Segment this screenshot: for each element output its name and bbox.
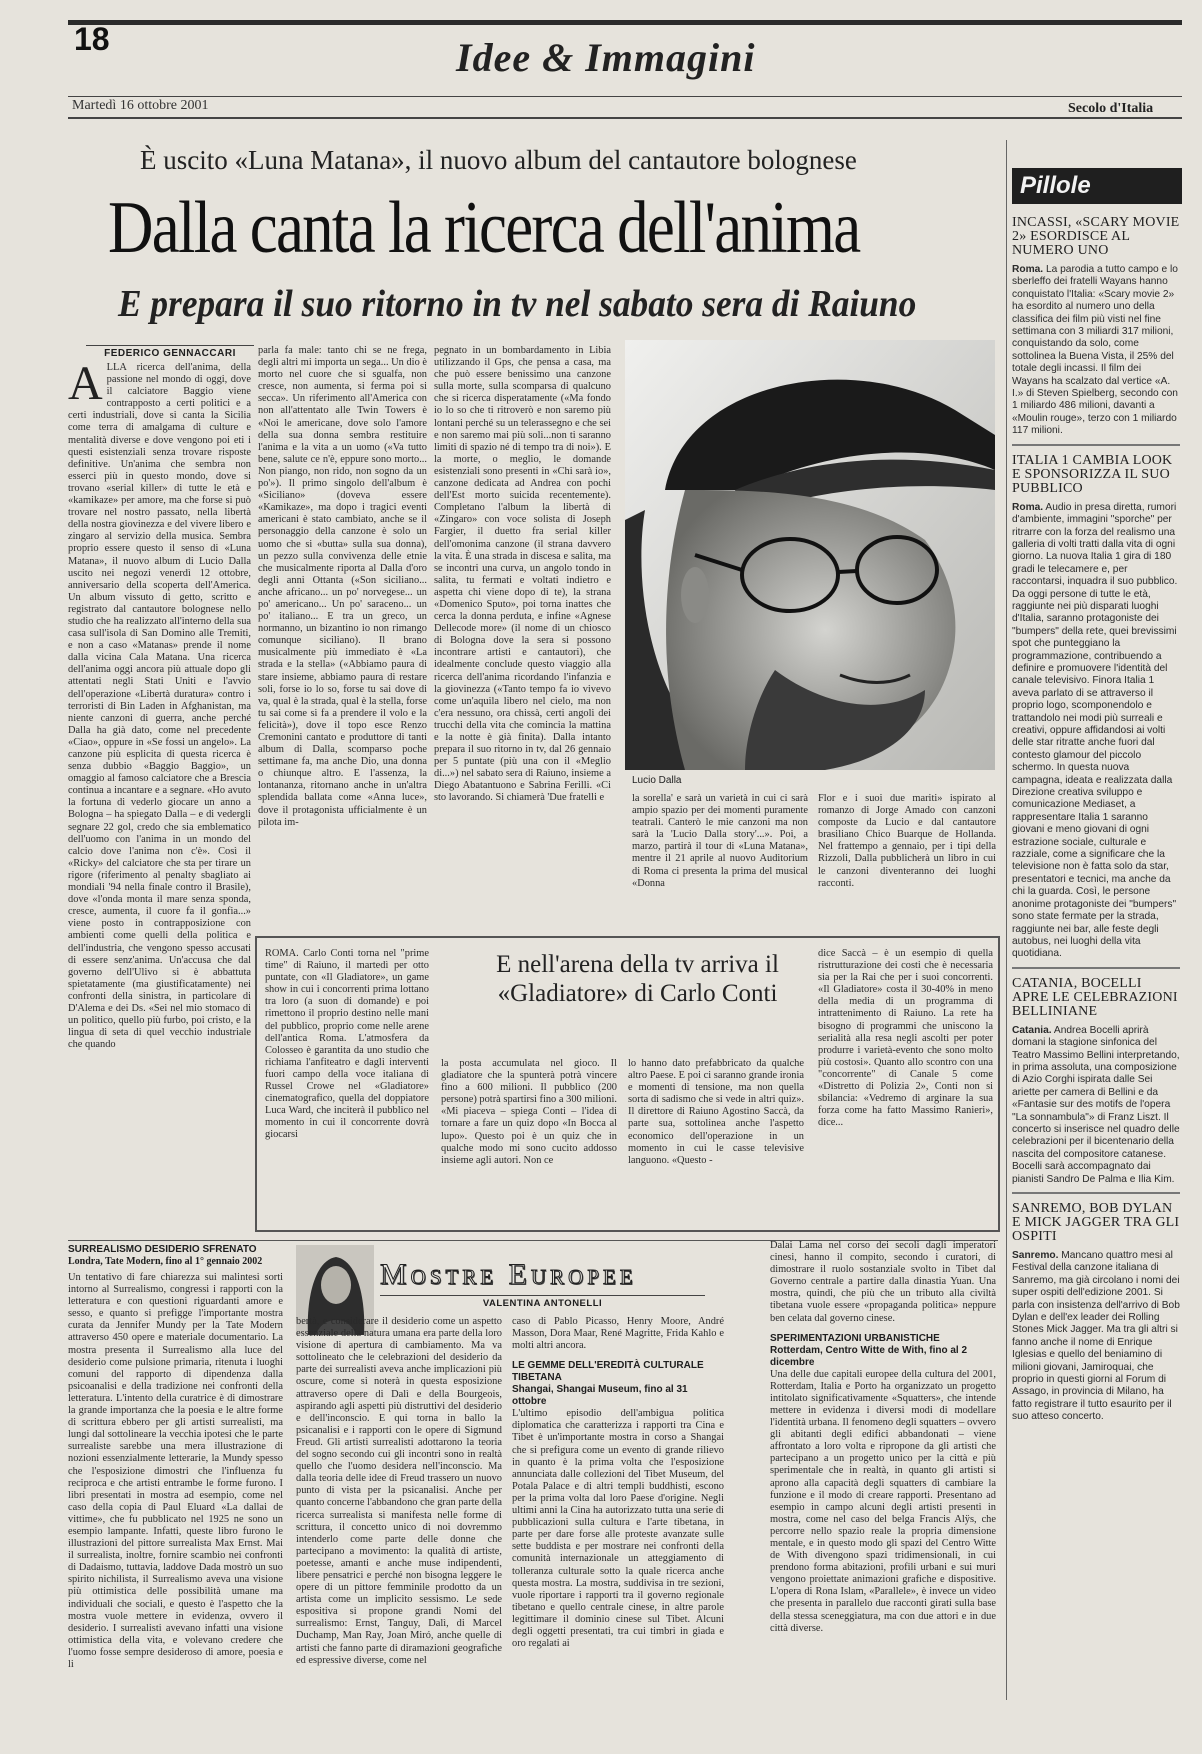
mostre-column-2 bbox=[296, 1316, 502, 1716]
gladiatore-col2-text: la posta accumulata nel gioco. Il gladiatore che la spunterà potrà vincere fino a 600 milioni. Il pubblico (200 persone) potrà spartirsi fino a 300 milioni. «Mi piaceva – spiega Conti – l'idea di tornare a fare un quiz dopo «In Bocca al lupo». Questo poi è un quiz che in qualche modo mi sono cucito addosso insieme agli autori. Non ce bbox=[441, 1058, 617, 1166]
sidebar-item-place: Sanremo. bbox=[1012, 1250, 1059, 1261]
gladiatore-col4-text: dice Saccà – è un esempio di quella ristrutturazione dei costi che è necessaria sia per la Rai che per i suoi concorrenti. «Il Gladiatore» costa il 30-40% in meno della media di un programma di intrattenimento di Raiuno. La rete ha bisogno di programmi che uniscono la serialità alla resa negli ascolti per poter produrre i varietà-evento che sono molto più costosi». Quanto allo scontro con una "concorrente" di Canale 5 come «Distretto di Polizia 2», Conti non si sbilancia: «Vedremo di arginare la sua forza come ha fatto Massimo Ranieri», dice... bbox=[818, 948, 993, 1129]
article-column-2 bbox=[258, 345, 427, 945]
mostre-head-3-title: SPERIMENTAZIONI URBANISTICHE bbox=[770, 1332, 940, 1344]
header-rule-bottom bbox=[68, 117, 1182, 119]
sidebar-item-sanremo bbox=[1012, 1202, 1180, 1430]
issue-date: Martedì 16 ottobre 2001 bbox=[72, 98, 209, 113]
sidebar-item-text bbox=[1012, 1025, 1180, 1186]
sidebar-item-place: Catania. bbox=[1012, 1024, 1052, 1036]
mostre-col3-text: caso di Pablo Picasso, Henry Moore, André Masson, Dora Maar, René Magritte, Frida Kahlo e molti altri ancora. bbox=[512, 1316, 724, 1352]
gladiatore-column-1 bbox=[265, 948, 429, 1228]
lucio-dalla-photo bbox=[625, 340, 995, 770]
sidebar-item-body: Andrea Bocelli aprirà domani la stagione sinfonica del Teatro Massimo Bellini interpretando, in prima assoluta, una composizione di Azio Corghi ispirata dalle Sei ariette per camera di Bellini e da «Fantasie sur des motifs de l'opera "La sonnambula"» di Franz Liszt. Il concerto si inserisce nel quadro delle celebrazioni per il bicentenario della nascita del compositore catanese. Bocelli sarà accompagnato dai pianisti Sandro De Palma e Ilia Kim. bbox=[1012, 1024, 1180, 1185]
mostre-head-1 bbox=[68, 1244, 283, 1268]
gladiatore-column-3 bbox=[628, 1058, 804, 1228]
sidebar-item-bocelli bbox=[1012, 977, 1180, 1194]
mostre-column-3 bbox=[512, 1316, 724, 1716]
article-headline: Dalla canta la ricerca dell'anima bbox=[108, 187, 860, 269]
sidebar-item-place: Roma. bbox=[1012, 264, 1044, 275]
mostre-byline: VALENTINA ANTONELLI bbox=[482, 1298, 603, 1309]
sidebar-rule bbox=[1006, 140, 1007, 1700]
mostre-col4b-text: Una delle due capitali europee della cultura del 2001, Rotterdam, Italia e Porto ha organizzato un progetto intitolato significativamente «Squatters», che intende mettere in evidenza i diversi modi di modellare l'identità urbana. Il fenomeno degli squatters – ovvero gli abitanti degli edifici abbandonati – viene affrontato a loro volta e ripropone da gli artisti che partecipano a un progetto unico per la città e più sperimentale che in realtà, in quanto gli artisti si aprono alla capacità degli squatters di cambiare la funzione e il modo di creare rapporti. Presentano ad esempio in campo alcuni degli artisti presenti in mostra, come nel caso del belga Francis Alÿs, che percorre nello spazio reale la propria dimensione mentale, e in questo modo gli spazi del Centro Witte de With divengono spazi tridimensionali, in cui prendono forma abitazioni, profili urbani e sui muri vengono proiettate animazioni grafiche e dispositive. L'opera di Rona Islam, «Parallele», è invece un video che presenta in parallelo due racconti girati sulla base della stessa sceneggiatura, ma con due attori e in due città diverse. bbox=[770, 1368, 996, 1634]
gladiatore-column-2 bbox=[441, 1058, 617, 1228]
sidebar-item-text bbox=[1012, 502, 1180, 961]
mostre-head-1-title: SURREALISMO DESIDERIO SFRENATO bbox=[68, 1244, 257, 1255]
gladiatore-headline: E nell'arena della tv arriva il «Gladiatore» di Carlo Conti bbox=[496, 951, 779, 1007]
sidebar-item-text bbox=[1012, 1250, 1180, 1424]
drop-cap: A bbox=[68, 357, 103, 410]
mostre-col2-text: bertà, e considerare il desiderio come un aspetto essenziale della natura umana era parte della loro visione di apertura di cambiamento. Ma va sottolineato che le celebrazioni del desiderio da parte dei surrealisti aveva anche implicazioni più oscure, come si noterà in questa esposizione attraverso opere di Dalì e della Bourgeois, aspirando agli aspetti più distruttivi del desiderio e dell'inconscio. E qui torna in ballo la psicanalisi e i rapporti con le opere di Sigmund Freud. Gli artisti surrealisti adottarono la teoria del sogno secondo cui gli incontri sono in realtà quello che l'uomo desidera nell'inconscio. Ma dalla teoria delle idee di Freud trassero un nuovo punto di vista per la psicanalisi. Anche per quanto concerne l'abbandono che gran parte della ricerca surrealista si manifesta nelle forme di scrittura, il concetto unico di noi dovremmo intenderlo come parte delle donne che partecipano a movimento: la qualità di artiste, poetesse, amanti e anche muse indipendenti, libere pensatrici e perché non bisogna leggere le opere di un pittore femminile prodotto da un artista come un implicito sessismo. Le sede espositiva si propone grandi Nomi del surrealismo: Ernst, Tanguy, Dalì, di Marcel Duchamp, Man Ray, Joan Miró, anche quelle di artisti che fanno parte di diramazioni geografiche ed espressive diverse, come nel bbox=[296, 1316, 502, 1666]
sidebar-item-headline: CATANIA, BOCELLI APRE LE CELEBRAZIONI BELLINIANE bbox=[1012, 975, 1178, 1019]
photo-caption: Lucio Dalla bbox=[632, 775, 682, 786]
article-col3-text: pegnato in un bombardamento in Libia utilizzando il Gps, che pensa a casa, ma che può essere benissimo una canzone sulla morte, sulla scomparsa di qualcuno che si ricerca disperatamente («Ma fondo io lo so che ti ritroverò e non saremo più lontani perché su un telerassegno e che sei e non saremo mai più soli...non ti saranno limiti di spazio né di tempo tra di noi»). E la morte, o meglio, le domande esistenziali sono presenti in «Chi sarà io», canzone dedicata ad Andrea con pochi dell'Est morto suicida recentemente). Completano l'album la libertà di «Zingaro» con voce solista di Joseph Fargier, il duetto fra serial killer dell'omonima canzone (il strana davvero la vita. È una strada in discesa e salita, ma se incontri una curva, un angolo tondo in salita, tu fermati e voltati indietro e aspetta chi viene dopo di te), la strana «Domenico Sputo», poi torna inattes che cerca la donna perduta, e infine «Agnese Dellecode more» (il nome di un chiosco di Bologna dove la sera si possono incontrare artisti e cantautori), che idealmente conclude questo viaggio alla ricerca dell'anima ricordando l'infanzia e la giovinezza («Tanto tempo fa io vivevo come un'aquila libero nel cielo, ma non c'era nessuno, ora chissà, certi angoli dei trucchi della vita che comincia la mattina e la notte è già finita). Dalla intanto prepara il suo ritorno in tv, dal 26 gennaio per 5 puntate (più una con il «Meglio di...») nel sabato sera di Raiuno, insieme a Diego Abatantuono e Sabrina Ferilli. «Ci sto lavorando. Si chiamerà 'Due fratelli e bbox=[434, 345, 611, 804]
article-column-5 bbox=[818, 793, 996, 943]
article-col1-text: LLA ricerca dell'anima, della passione nel mondo di oggi, dove il calciatore Baggio viene contrapposto a certi politici e a certi industriali, dove si canta la Sicilia come terra di amalgama di culture e mentalità diverse e dove vengono poi eti i questi esistenziali senza trovare risposte definitive. Un'anima che sembra non esserci più in questo mondo, dove si trovano «serial killer» di tutte le età e «kamikaze» per amore, ma che forse si può trovare nel nostro passato, nella libertà della nostra giovinezza e del vivere libero e zingaro al servizio della musica. Sembra proprio essere questo il senso di «Luna Matana», il nuovo album di Lucio Dalla uscito nei negozi venerdì 12 ottobre, anniversario della scoperta dell'America. Un album vissuto di getto, scritto e registrato dal cantautore bolognese nello studio che ha realizzato all'interno della sua casa sull'isola di San Domino alle Tremiti, e non a caso «Matanas» prende il nome dalla vicina Cala Matana. Una ricerca dell'anima oggi ancora più attuale dopo gli attentati negli Stati Uniti e l'avvio dell'operazione «Libertà duratura» contro i terroristi di Bin Laden in Afghanistan, ma niente canzoni di guerra, anche perché Dalla ha già dato, come nel precedente «Ciao», oppure in «Se fossi un angelo». La canzone più esplicita di questa ricerca è senza dubbio «Baggio Baggio», un omaggio al famoso calciatore che a Brescia continua a incantare e a segnare. «Ho avuto la fortuna di vederlo giocare un anno a Bologna – ha spiegato Dalla – e di vedergli segnare 22 gol, credo che sia emblematico dell'uomo con l'anima in un mondo del calcio dove l'anima non c'è». Così il «Ricky» del calciatore che sta per tirare un rigore (riferimento al penalty sbagliato ai mondiali '94 nella finale contro il Brasile), dove «l'onda monta il mare senza sponda, cresce, aumenta, il cuore fa il gonfia...» viene posto in contrapposizione con ambienti come quelli della politica e dell'industria, che vengono spesso accusati di essere senz'anima. Un'accusa che dal governo dell'Ulivo si è abbattuta spietatamente (ma giustificatamente) nei confronti della sinistra, in particolare di D'Alema e dei Ds. «Sei nel mio stomaco di un politico, quello più furbo, poi cristo, e la lingua di seta di quel vecchio industriale che quando bbox=[68, 362, 251, 1051]
article-col5-text: Flor e i suoi due mariti» ispirato al romanzo di Jorge Amado con canzoni composte da Lucio e dal cantautore brasiliano Chico Buarque de Hollanda. Nel frattempo a gennaio, per i tipi della Rizzoli, Dalla pubblicherà un libro in cui le canzoni diventeranno dei luoghi racconti. bbox=[818, 793, 996, 889]
article-subheadline: E prepara il suo ritorno in tv nel sabato sera di Raiuno bbox=[118, 283, 917, 325]
mostre-head-2-location: Shangai, Shangai Museum, fino al 31 ottobre bbox=[512, 1384, 688, 1408]
top-rule bbox=[68, 20, 1182, 25]
article-byline: FEDERICO GENNACCARI bbox=[86, 345, 254, 359]
mostre-head-1-location: Londra, Tate Modern, fino al 1° gennaio 2002 bbox=[68, 1256, 263, 1267]
sidebar-item-headline: SANREMO, BOB DYLAN E MICK JAGGER TRA GLI OSPITI bbox=[1012, 1201, 1180, 1244]
sidebar-item-headline: ITALIA 1 CAMBIA LOOK E SPONSORIZZA IL SUO PUBBLICO bbox=[1012, 452, 1173, 496]
page-number: 18 bbox=[74, 21, 110, 57]
article-column-3 bbox=[434, 345, 611, 945]
sidebar-item-headline: INCASSI, «SCARY MOVIE 2» ESORDISCE AL NUMERO UNO bbox=[1012, 215, 1180, 258]
mostre-head-2-title: LE GEMME DELL'EREDITÀ CULTURALE TIBETANA bbox=[512, 1360, 704, 1384]
mostre-banner-rule bbox=[380, 1295, 705, 1296]
mostre-col3b-text: L'ultimo episodio dell'ambigua politica diplomatica che caratterizza i rapporti tra Cina e Tibet è un'importante mostra in corso a Shangai che si prefigura come un evento di grande rilievo in quanto è la prima volta che l'esposizione annunciata dalle collezioni del Tibet Museum, del Potala Palace e di altri templi buddhisti, escono per la prima volta dal loro Paese d'origine. Negli ultimi anni la Cina ha autorizzato tutta una serie di pubblicazioni sulla cultura e l'arte tibetana, in parte per dare forse alle proteste avanzate sulle sette buddista e per mostrare nei confronti della comunità internazionale un atteggiamento di tolleranza culturale sotto la quale ricerca anche questa mostra. La mostra, suddivisa in tre sezioni, vuole riportare i rapporti tra il governo regionale tibetano e quello centrale cinese, in altre parole legittimare il dominio cinese sul Tibet. Alcuni degli oggetti presentati, tra cui timbri in giada e oro regalati ai bbox=[512, 1408, 724, 1650]
sidebar-item-body: Mancano quattro mesi al Festival della canzone italiana di Sanremo, ma già circolano i nomi dei super ospiti dell'edizione 2001. Si parla con insistenza dell'arrivo di Bob Dylan e dell'ex leader dei Rolling Stones Mick Jagger. Ma tra gli altri si fanno anche il nome di Enrique Iglesias e quello del beniamino di milioni giovani, Jamiroquai, che proprio in questi giorni al Forum di Assago, in provincia di Milano, ha fatto registrare il tutto esaurito per il suo atteso concerto. bbox=[1012, 1250, 1180, 1423]
gladiatore-column-4 bbox=[818, 948, 993, 1228]
sidebar-item-italia1 bbox=[1012, 454, 1180, 969]
section-title: Idee & Immagini bbox=[456, 35, 756, 80]
sidebar-item-body: Audio in presa diretta, rumori d'ambiente, immagini "sporche" per ritrarre con la forza del realismo una galleria di volti tratti dalla vita di ogni giorno. La nuova Italia 1 gira di 180 gradi le telecamere e, per raccontarsi, inquadra il suo pubblico. Da oggi persone di tutte le età, raggiunte nei più disparati luoghi d'Italia, saranno protagoniste dei "bumpers" della rete, quei brevissimi spot che punteggiano la programmazione, contribuendo a definire e promuovere l'identità del canale televisivo. Finora Italia 1 aveva parlato di se attraverso il proprio logo, scomponendolo e trattandolo nei modi più surreali e creativi, oppure affidandosi ai volti delle star ritratte anche fuori dal contesto glamour del piccolo schermo. In questa nuova campagna, ideata e realizzata dalla Direzione creativa sviluppo e comunicazione Mediaset, a rappresentare Italia 1 saranno giovani e meno giovani di ogni estrazione sociale, culturale e razziale, come a significare che la televisione non è fatta solo da star, presentatori e tecnici, ma anche da chi la guarda. Così, le persone anonime protagoniste dei "bumpers" sono state fermate per la strada, raggiunte nei bar, alle feste degli autobus, nei luoghi della vita quotidiana. bbox=[1012, 501, 1178, 960]
mostre-column-4 bbox=[770, 1240, 996, 1710]
article-kicker: È uscito «Luna Matana», il nuovo album del cantautore bolognese bbox=[140, 145, 857, 175]
article-col2-text: parla fa male: tanto chi se ne frega, degli altri mi importa un sega... Un dio è morto nel cuore che si sgualfa, non cresce, non aumenta, si ferma poi si secca». Un riferimento all'America con non all'attentato alle Twin Towers è «Noi le americane, dove solo l'amore della sua donna sembra restituire l'anima e la vita a un uomo («Va tutto bene, salute ce n'è, eppure sono morto... Non piango, non rido, non sogno da un po'»). Il primo singolo dell'album è «Siciliano» (doveva essere «Kamikaze», ma dopo i tragici eventi americani è stato cambiato, anche se il personaggio della canzone è solo un uomo che si «butta» sulla sua donna), un pezzo sulla convivenza delle etnie che musicalmente riporta al Dalla d'oro degli anni Ottanta («Son siciliano... anche africano... un po' norvegese... un po' americano... Un po' saraceno... un po' italiano... E tra un greco, un normanno, un bizantino io non rimango comunque siciliano). Il brano musicalmente più immediato è «La strada e la stella» («Abbiamo paura di stare insieme, abbiamo paura di restare soli, forse io lo so, forse tu sai dove di va, qual è la strada, qual è la stella, forse tu sai come si fa a prendere il volo e la felicità»), dove il topo esce Renzo Cremonini cantato e produttore di tanti album di Dalla, scomparso poche settimane fa, ma anche Dio, una donna o chiunque altro. E l'assenza, la lontananza, ritornano anche in un'altra splendida ballata come «Anna luce», dove il protagonista ufficialmente è un pilota im- bbox=[258, 345, 427, 828]
pillole-title: Pillole bbox=[1020, 172, 1091, 199]
mostre-banner: Mostre Europee bbox=[380, 1258, 637, 1291]
newspaper-name: Secolo d'Italia bbox=[1068, 101, 1154, 116]
mostre-col1-text: Un tentativo di fare chiarezza sui malintesi sorti intorno al Surrealismo, congressi i rapporti con la letteratura e con questioni riguardanti amore e sesso, e quanto si prefigge l'importante mostra curata da Jennifer Mundy per la Tate Modern attraverso 450 opere e materiale documentario. La mostra presenta il Surrealismo alla luce del desiderio come pulsione primaria, ritenuta i luoghi comuni del rapporto di dipendenza dalla psicoanalisi e della tradizione nei confronti della letteratura. L'intento della curatrice è di dimostrare la grande importanza che la poesia e le altre forme di scrittura ebbero per gli artisti surrealisti, ma lungi dal sottolineare la vecchia ipotesi che le parte surrealiste sarebbe una mera illustrazione di nozioni essenzialmente letterarie, la Mundy spesso che l'esposizione dimostri che l'influenza fu reciproca e che artisti entrambe le forme furono. I libri presentati in mostra ad esempio, come nel caso della copia di Paul Eluard «La dallai de vittime», che fu pubblicato nel 1925 ne sono un esempio lampante. Infatti, queste libro furono le illustrazioni del pittore surrealista Max Ernst. Mai il surrealista, inoltre, fornire scambio nei confronti di Dadaismo, tuttavia, laddove Dada mostrò un suo spirito nichilista, il Surrealismo aveva una visione più ottimistica delle possibilità umane ma individuali che sociali, e questo è l'aspetto che la mostra vuole mettere in evidenza, ovvero il desiderio. I surrealisti avevano infatti una visione ottimistica della vita, e volevano credere che l'uomo fosse sempre desideroso di amore, poesia e li bbox=[68, 1272, 283, 1670]
sidebar-item-text bbox=[1012, 264, 1180, 438]
gladiatore-col3-text: lo hanno dato prefabbricato da qualche altro Paese. E poi ci saranno grande ironia e momenti di tensione, ma non quella sorta di sadismo che si vede in altri quiz». Il direttore di Raiuno Agostino Saccà, da parte sua, sottolinea anche l'aspetto economico dell'operazione in un momento in cui le casse televisive languono. «Questo - bbox=[628, 1058, 804, 1166]
sidebar-item-place: Roma. bbox=[1012, 501, 1044, 513]
article-column-4 bbox=[632, 793, 808, 943]
gladiatore-col1-text: ROMA. Carlo Conti torna nel "prime time" di Raiuno, il martedì per otto puntate, con «Il Gladiatore», un game show in cui i concorrenti prima lottano tra loro (a suon di domande) e poi rimettono il proprio destino nelle mani del pubblico, proprio come nelle arene dell'antica Roma. L'atmosfera da Colosseo è garantita da uno studio che richiama l'anfiteatro e dagli interventi fuori campo della voce italiana di Russel Crowe nel «Gladiatore» cinematografico, quella del doppiatore Luca Ward, che inciterà il pubblico nel momento in cui il concorrente dovrà giocarsi bbox=[265, 948, 429, 1141]
sidebar-item-body: La parodia a tutto campo e lo sberleffo dei fratelli Wayans hanno conquistato l'Italia: «Scary movie 2» ha esordito al numero uno della classifica dei film più visti nel fine settimana con 3 miliardi 317 milioni, conquistando da solo, come sottolinea la Buena Vista, il 25% del totale degli incassi. Il film dei Wayans ha scalzato dal vertice «A. I.» di Steven Spielberg, secondo con 1 miliardo 486 milioni, davanti a «Moulin rouge», terzo con 1 miliardo 117 milioni. bbox=[1012, 264, 1178, 437]
sidebar-item-scary-movie bbox=[1012, 216, 1180, 446]
article-col4-text: la sorella' e sarà un varietà in cui ci sarà ampio spazio per dei momenti puramente teatrali. Canterò le mie canzoni ma non sarà la 'Lucio Dalla story'...». Poi, a marzo, partirà il tour di «Luna Matana», mentre il 21 aprile al nuovo Auditorium di Roma ci presenta la prima del musical «Donna bbox=[632, 793, 808, 889]
article-column-1 bbox=[68, 357, 251, 1051]
mostre-head-3-location: Rotterdam, Centro Witte de With, fino al 2 dicembre bbox=[770, 1344, 968, 1368]
header-rule bbox=[68, 96, 1182, 97]
mostre-col4-text: Dalai Lama nel corso dei secoli dagli imperatori cinesi, hanno il compito, secondo i curatori, di dimostrare il ruolo sostanziale svolto in Tibet dal Governo centrale a partire dalla dinastia Yuan. Una mostra, quindi, che più che un tributo alla civiltà tibetana vuole essere «propaganda politica» neppure ben celata dal governo cinese. bbox=[770, 1240, 996, 1324]
mostre-column-1 bbox=[68, 1272, 283, 1682]
sidebar-items bbox=[1012, 216, 1180, 1696]
